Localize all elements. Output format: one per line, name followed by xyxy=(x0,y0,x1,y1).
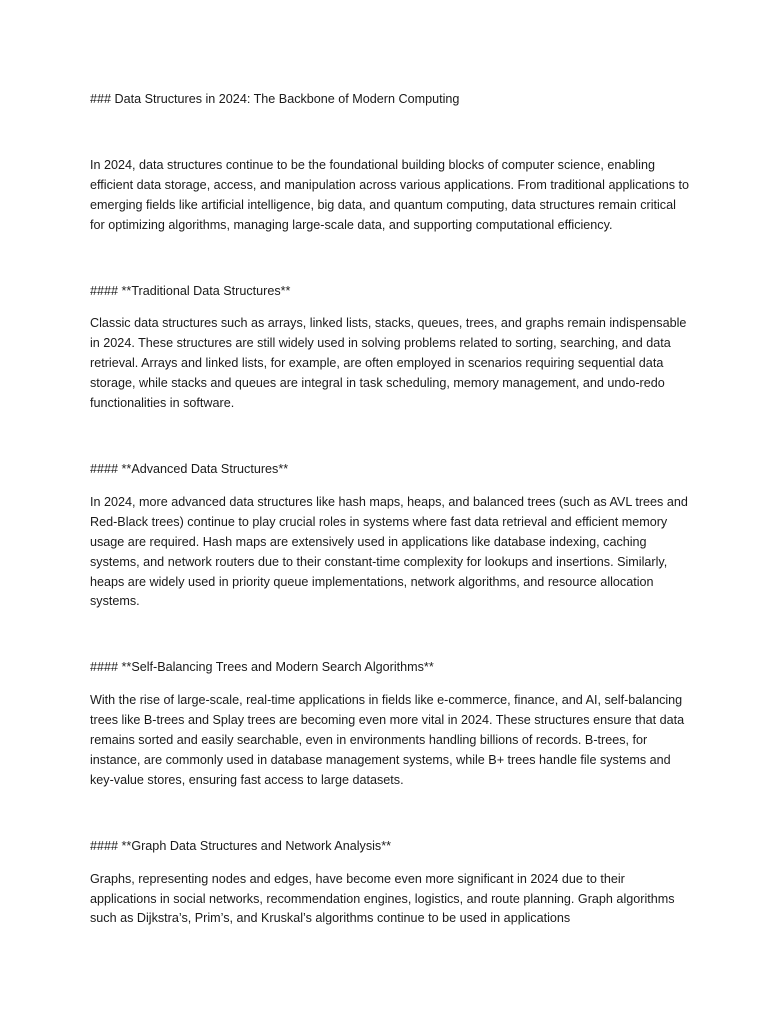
section-heading-advanced: #### **Advanced Data Structures** xyxy=(90,461,289,476)
section-body-self-balancing: With the rise of large-scale, real-time applications in fields like e-commerce, finance, and AI, self-balancing trees like B-trees and Splay trees are becoming even more vital in 2024. These structures ensure that data remains sorted and easily searchable, even in environments handling billions of records. B-trees, for instance, are commonly used in database management systems, while B+ trees handle file systems and key-value stores, ensuring fast access to large datasets. xyxy=(90,693,685,787)
section-body-graph: Graphs, representing nodes and edges, have become even more significant in 2024 due to their applications in social networks, recommendation engines, logistics, and route planning. Graph algorithms such as Dijkstra’s, Prim’s, and Kruskal’s algorithms continue to be used in applications xyxy=(90,871,675,926)
section-heading-traditional: #### **Traditional Data Structures** xyxy=(90,283,291,298)
section-body-traditional: Classic data structures such as arrays, linked lists, stacks, queues, trees, and graphs remain indispensable in 2024. These structures are still widely used in solving problems related to sorting, searching, and data retrieval. Arrays and linked lists, for example, are often employed in scenarios requiring sequential data storage, while stacks and queues are integral in task scheduling, memory management, and undo-redo functionalities in software. xyxy=(90,316,687,411)
section-heading-self-balancing: #### **Self-Balancing Trees and Modern Search Algorithms** xyxy=(90,660,434,675)
document-body xyxy=(90,90,690,975)
document-title: ### Data Structures in 2024: The Backbone of Modern Computing xyxy=(90,92,460,106)
intro-paragraph: In 2024, data structures continue to be the foundational building blocks of computer science, enabling efficient data storage, access, and manipulation across various applications. From traditional applications to emerging fields like artificial intelligence, big data, and quantum computing, data structures remain critical for optimizing algorithms, managing large-scale data, and supporting computational efficiency. xyxy=(90,157,689,232)
section-body-advanced: In 2024, more advanced data structures like hash maps, heaps, and balanced trees (such as AVL trees and Red-Black trees) continue to play crucial roles in systems where fast data retrieval and efficient memory usage are required. Hash maps are extensively used in applications like database indexing, caching systems, and network routers due to their constant-time complexity for lookups and insertions. Similarly, heaps are widely used in priority queue implementations, network algorithms, and resource allocation systems. xyxy=(90,494,688,609)
section-heading-graph: #### **Graph Data Structures and Network Analysis** xyxy=(90,838,392,853)
